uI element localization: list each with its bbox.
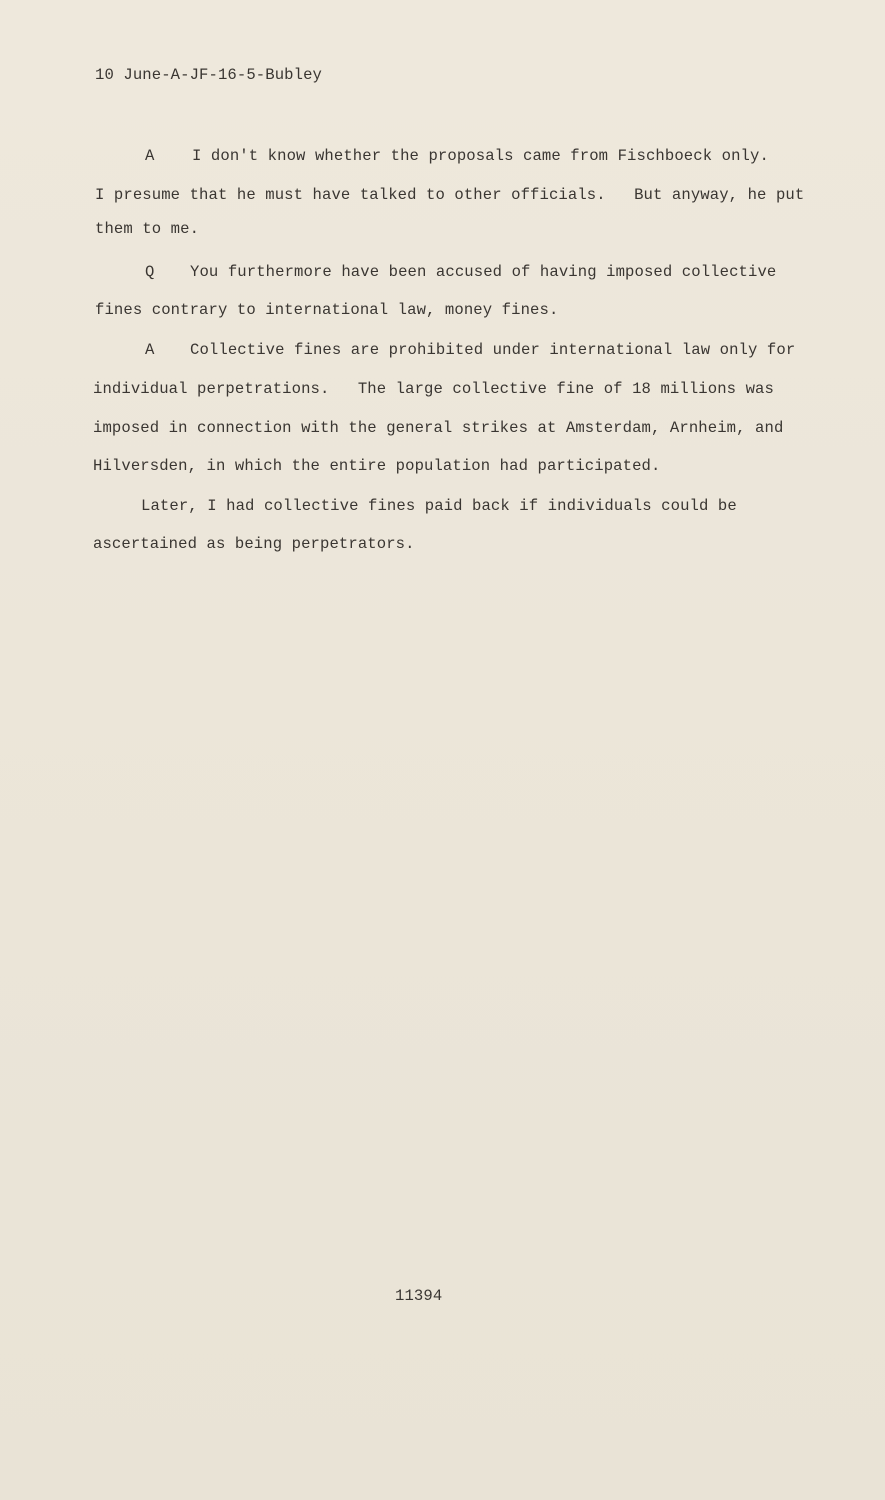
speaker-marker: A (145, 341, 155, 359)
speaker-marker: A (145, 147, 155, 165)
text-line: them to me. (95, 220, 200, 238)
speaker-marker: Q (145, 263, 155, 281)
text-line: individual perpetrations. The large collective fine of 18 millions was (93, 380, 774, 398)
text-line: Collective fines are prohibited under international law only for (190, 341, 796, 359)
text-line: Hilversden, in which the entire population had participated. (93, 457, 661, 475)
text-line: Later, I had collective fines paid back if individuals could be (141, 497, 737, 515)
document-header: 10 June-A-JF-16-5-Bubley (95, 66, 322, 84)
text-line: ascertained as being perpetrators. (93, 535, 415, 553)
page-number: 11394 (395, 1287, 443, 1305)
text-line: imposed in connection with the general strikes at Amsterdam, Arnheim, and (93, 419, 784, 437)
text-line: fines contrary to international law, money fines. (95, 301, 559, 319)
text-line: I don't know whether the proposals came from Fischboeck only. (192, 147, 769, 165)
text-line: You furthermore have been accused of having imposed collective (190, 263, 777, 281)
text-line: I presume that he must have talked to other officials. But anyway, he put (95, 186, 805, 204)
